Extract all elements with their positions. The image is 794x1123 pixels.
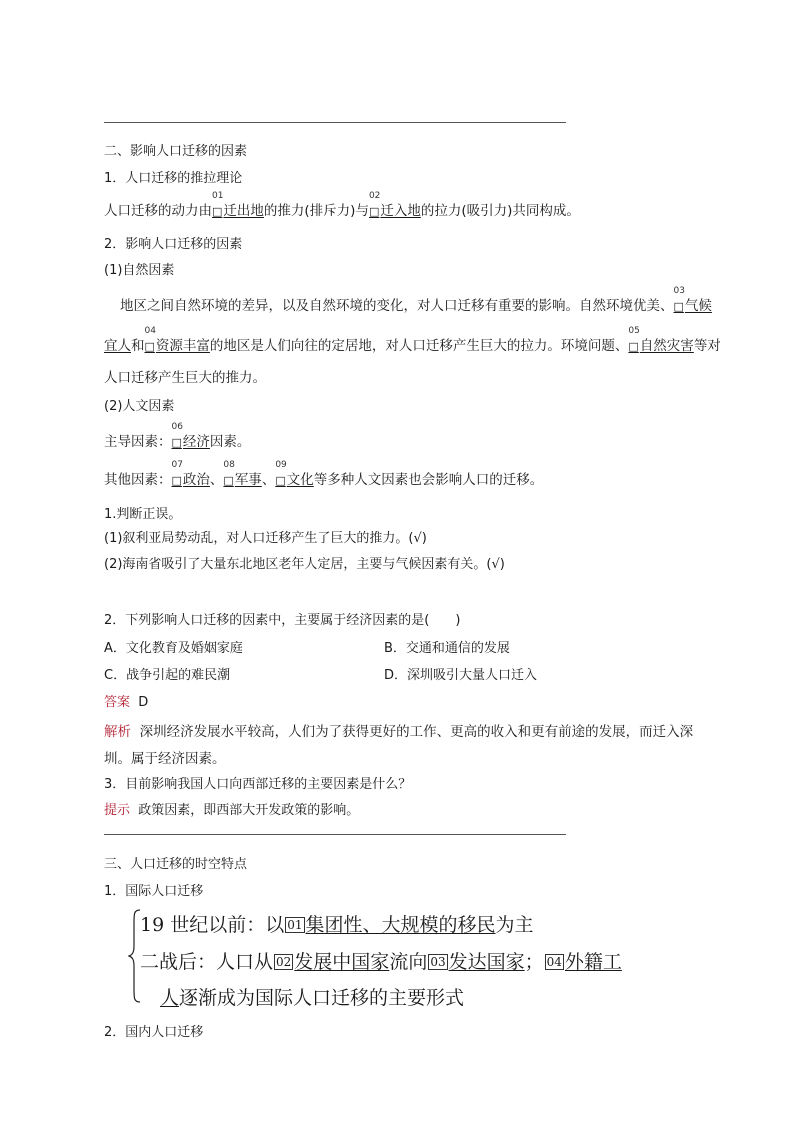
blank-07: 07 □政治: [171, 460, 210, 488]
question-1b: (2)海南省吸引了大量东北地区老年人定居，主要与气候因素有关。(√): [104, 557, 505, 572]
subheading: 2．国内人口迁移: [104, 1025, 204, 1040]
blank-04: 04 □资源丰富: [144, 326, 210, 354]
pre-19th-century-line: 19 世纪以前：以 01 集团性、大规模的移民为主: [140, 914, 534, 936]
other-factors: 其他因素： 07 □政治、 08 □军事、 09 □文化等多种人文因素也会影响人口的迁移。: [104, 460, 544, 488]
option-b: B．交通和通信的发展: [384, 641, 510, 656]
section-title: 二、影响人口迁移的因素: [104, 144, 248, 159]
blank-01: 01 □迁出地: [212, 191, 264, 219]
blank-05: 05 □自然灾害: [628, 326, 694, 354]
paragraph-push-pull: 人口迁移的动力由 01 □迁出地的推力(排斥力)与 02 □迁入地的拉力(吸引力)共同构成。: [104, 191, 580, 219]
post-war-line: 二战后：人口从 02 发展中国家流向 03 发达国家； 04 外籍工: [140, 951, 622, 973]
paragraph-natural-3: 人口迁移产生巨大的推力。: [104, 370, 266, 386]
analysis-2: 圳。属于经济因素。: [104, 751, 226, 767]
subheading: (1)自然因素: [104, 263, 175, 278]
subheading: 1．国际人口迁移: [104, 884, 204, 899]
subheading: 1．人口迁移的推拉理论: [104, 171, 243, 186]
blank-06: 06 □经济: [171, 422, 210, 450]
blank-09: 09 □文化: [275, 460, 314, 488]
paragraph-natural: 地区之间自然环境的差异，以及自然环境的变化，对人口迁移有重要的影响。自然环境优美、 03 □气候: [120, 286, 712, 314]
international-migration-brace: [128, 908, 668, 1018]
divider-middle: [104, 834, 566, 835]
blank-02: 02 □迁入地: [368, 191, 421, 219]
option-d: D．深圳吸引大量人口迁入: [384, 668, 538, 683]
paragraph-natural-2: 宜人和 04 □资源丰富的地区是人们向往的定居地，对人口迁移产生巨大的拉力。环境问题、 05 □自然灾害等对: [104, 326, 721, 354]
question-2: 2．下列影响人口迁移的因素中，主要属于经济因素的是( ): [104, 613, 461, 628]
option-c: C．战争引起的难民潮: [104, 668, 231, 683]
question-1a: (1)叙利亚局势动乱，对人口迁移产生了巨大的推力。(√): [104, 531, 427, 546]
option-a: A．文化教育及婚姻家庭: [104, 641, 243, 656]
main-factor: 主导因素： 06 □经济因素。: [104, 422, 251, 450]
blank-03: 03 □气候: [673, 286, 712, 314]
subheading: 2．影响人口迁移的因素: [104, 237, 243, 252]
post-war-line-2: 人逐渐成为国际人口迁移的主要形式: [160, 987, 465, 1009]
answer: [104, 695, 148, 711]
answer-label: 答案: [104, 695, 131, 710]
hint: 提示 政策因素，即西部大开发政策的影响。: [104, 803, 360, 818]
blank-08: 08 □军事: [223, 460, 262, 488]
subheading: (2)人文因素: [104, 399, 175, 414]
analysis-label: 解析: [104, 724, 131, 740]
section-title: 三、人口迁移的时空特点: [104, 857, 248, 872]
question-3: 3．目前影响我国人口向西部迁移的主要因素是什么？: [104, 777, 412, 792]
question-1: 1.判断正误。: [104, 507, 182, 522]
divider-top: [104, 122, 566, 123]
hint-label: 提示: [104, 803, 131, 818]
answer-value: D: [138, 695, 149, 710]
analysis: 解析 深圳经济发展水平较高，人们为了获得更好的工作、更高的收入和更有前途的发展，而迁入深: [104, 724, 694, 740]
